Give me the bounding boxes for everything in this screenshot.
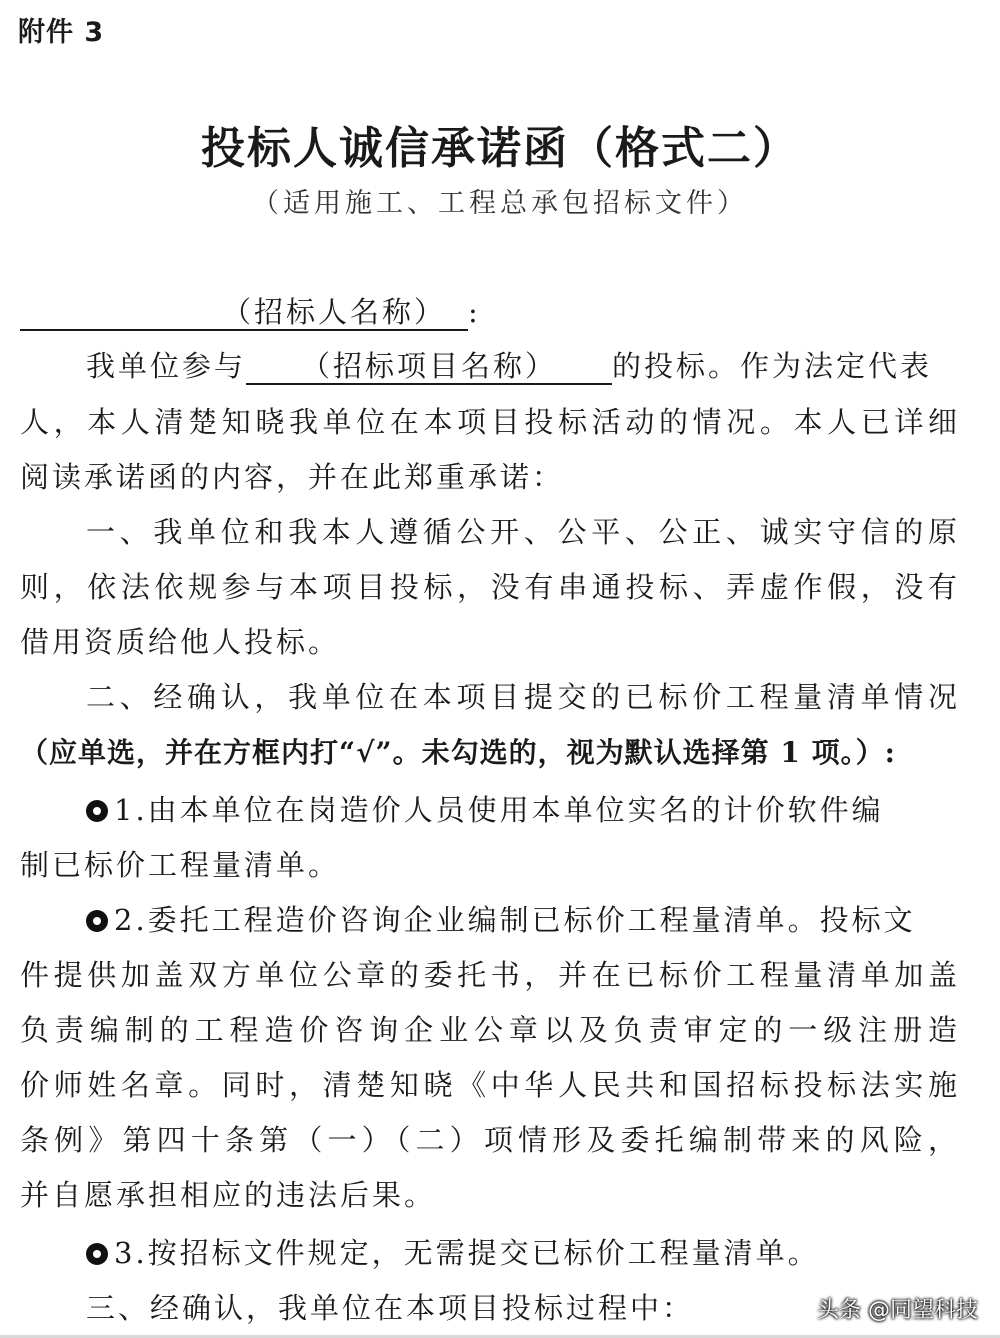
radio-bullet-icon[interactable] [86,800,108,822]
addressee-colon: : [468,295,481,329]
attachment-label: 附件 3 [18,17,105,48]
option-3-line-1 [20,1233,960,1273]
addressee-line [20,292,960,332]
intro-after: 的投标。作为法定代表 [612,349,933,383]
option-3-text: 3.按招标文件规定，无需提交已标价工程量清单。 [114,1236,820,1270]
addressee-placeholder: （招标人名称） [221,295,446,329]
intro-before: 我单位参与 [86,349,247,383]
option-2-line-5: 条例》第四十条第（一）（二）项情形及委托编制带来的风险， [20,1123,960,1157]
option-2-line-1 [20,900,960,940]
option-2-line-4: 价师姓名章。同时，清楚知晓《中华人民共和国招标投标法实施 [20,1068,960,1102]
clause1-line-2: 则，依法依规参与本项目投标，没有串通投标、弄虚作假，没有 [20,570,960,604]
page-subtitle: （适用施工、工程总承包招标文件） [252,188,748,219]
option-2-line-2: 件提供加盖双方单位公章的委托书，并在已标价工程量清单加盖 [20,958,960,992]
clause3-line-1: 三、经确认，我单位在本项目投标过程中： [86,1291,695,1325]
project-name-placeholder: （招标项目名称） [301,349,558,383]
option-2-line-6: 并自愿承担相应的违法后果。 [20,1178,437,1212]
intro-line-3: 阅读承诺函的内容，并在此郑重承诺： [20,460,565,494]
radio-bullet-icon[interactable] [86,1243,108,1265]
project-name-blank [246,349,612,385]
addressee-blank [20,295,468,331]
intro-line-2: 人，本人清楚知晓我单位在本项目投标活动的情况。本人已详细 [20,405,960,439]
option-1-line-1 [20,790,960,830]
option-2-text: 2.委托工程造价咨询企业编制已标价工程量清单。投标文 [114,903,916,937]
clause2-line-1: 二、经确认，我单位在本项目提交的已标价工程量清单情况 [86,680,960,714]
option-1-text: 1.由本单位在岗造价人员使用本单位实名的计价软件编 [114,793,884,827]
option-2-line-3: 负责编制的工程造价咨询企业公章以及负责审定的一级注册造 [20,1013,960,1047]
page-title: 投标人诚信承诺函（格式二） [201,123,799,174]
option-1-line-2: 制已标价工程量清单。 [20,848,341,882]
clause2-instruction: （应单选，并在方框内打“√”。未勾选的，视为默认选择第 1 项。）: [20,736,896,769]
intro-line-1 [20,346,960,386]
radio-bullet-icon[interactable] [86,910,108,932]
clause1-line-1: 一、我单位和我本人遵循公开、公平、公正、诚实守信的原 [86,515,960,549]
clause1-line-3: 借用资质给他人投标。 [20,625,341,659]
watermark: 头条 @同望科技 [817,1298,978,1323]
